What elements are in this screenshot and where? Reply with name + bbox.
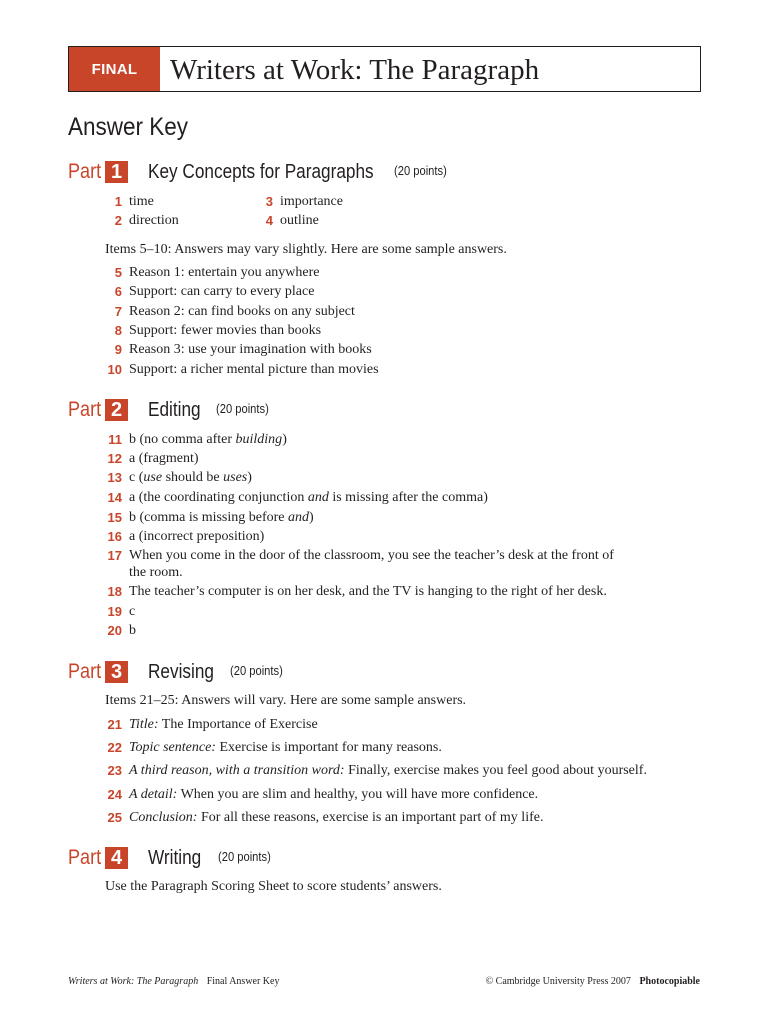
part-label: Part xyxy=(68,660,102,683)
footer-copyright: © Cambridge University Press 2007 xyxy=(485,976,631,987)
footer-left xyxy=(68,975,279,988)
part-points: (20 points) xyxy=(218,849,271,864)
final-tag: FINAL xyxy=(69,47,160,91)
part-title: Key Concepts for Paragraphs xyxy=(148,161,374,183)
part-4-note: Use the Paragraph Scoring Sheet to score students’ answers. xyxy=(105,879,442,894)
part-points: (20 points) xyxy=(230,663,283,678)
part-number-badge: 2 xyxy=(105,399,128,421)
part-number-badge: 4 xyxy=(105,847,128,869)
part-title: Revising xyxy=(148,661,214,683)
part-label: Part xyxy=(68,398,102,421)
part-3-note: Items 21–25: Answers will vary. Here are some sample answers. xyxy=(105,693,467,708)
part-label: Part xyxy=(68,846,102,869)
footer-doc-name: Final Answer Key xyxy=(206,976,280,987)
answer-key-heading: Answer Key xyxy=(68,113,189,141)
header-banner xyxy=(68,46,701,92)
footer-photocopiable: Photocopiable xyxy=(639,976,700,987)
part-number-badge: 1 xyxy=(105,161,128,183)
part-title: Writing xyxy=(148,847,202,869)
footer-right xyxy=(486,975,700,988)
part-1-note: Items 5–10: Answers may vary slightly. Here are some sample answers. xyxy=(105,242,507,257)
part-points: (20 points) xyxy=(216,401,269,416)
part-label: Part xyxy=(68,160,102,183)
part-points: (20 points) xyxy=(394,163,447,178)
footer-book-title: Writers at Work: The Paragraph xyxy=(68,976,199,987)
document-title: Writers at Work: The Paragraph xyxy=(170,54,540,86)
part-number-badge: 3 xyxy=(105,661,128,683)
part-title: Editing xyxy=(148,399,201,421)
